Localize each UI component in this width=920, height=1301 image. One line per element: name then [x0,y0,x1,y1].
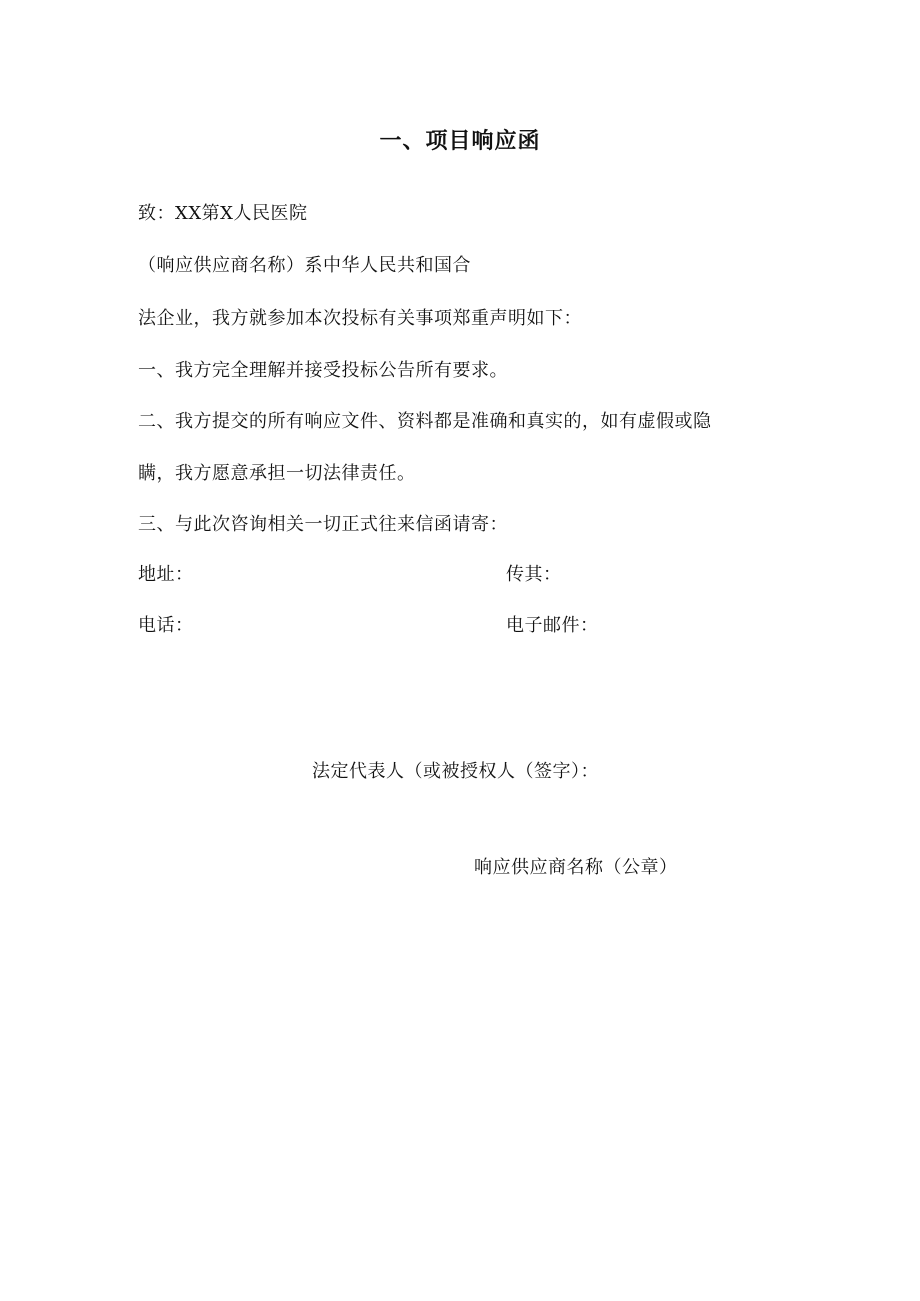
paragraph-line-6: 三、与此次咨询相关一切正式往来信函请寄： [138,514,508,535]
page-title: 一、项目响应函 [379,129,541,154]
address-label: 地址： [138,564,194,585]
addressee-line: 致：XX第X人民医院 [138,203,308,224]
paragraph-line-4: 二、我方提交的所有响应文件、资料都是准确和真实的，如有虚假或隐 [138,411,712,432]
phone-label: 电话： [138,615,194,636]
company-seal-label: 响应供应商名称（公章） [474,857,678,878]
paragraph-line-3: 一、我方完全理解并接受投标公告所有要求。 [138,360,508,381]
paragraph-line-2: 法企业，我方就参加本次投标有关事项郑重声明如下： [138,308,582,329]
paragraph-line-5: 瞒，我方愿意承担一切法律责任。 [138,463,416,484]
representative-signature-label: 法定代表人（或被授权人（签字）： [312,761,599,782]
email-label: 电子邮件： [506,615,599,636]
paragraph-line-1: （响应供应商名称）系中华人民共和国合 [138,255,471,276]
fax-label: 传其： [506,564,562,585]
